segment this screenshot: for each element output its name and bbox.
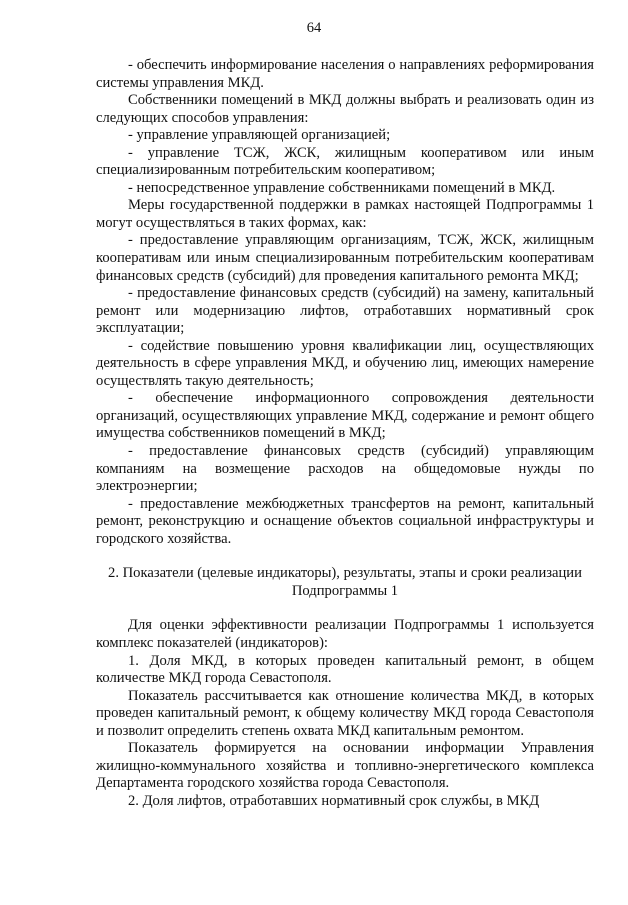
- list-item-capital-repair-subsidies: - предоставление управляющим организациям, ТСЖ, ЖСК, жилищным кооперативам или иным специализированным потребительским кооперативам финансовых средств (субсидий) для проведения капитального ремонта МКД;: [96, 232, 594, 284]
- paragraph-indicator-1: 1. Доля МКД, в которых проведен капитальный ремонт, в общем количестве МКД города Севастополя.: [96, 652, 594, 687]
- list-item-tsj-jsk: - управление ТСЖ, ЖСК, жилищным кооперативом или иным специализированным потребительским кооперативом;: [96, 144, 594, 179]
- paragraph-indicator-1-calculation: Показатель рассчитывается как отношение количества МКД, в которых проведен капитальный ремонт, к общему количеству МКД города Севастополя и позволит определить степень охвата МКД капитальным ремонтом.: [96, 687, 594, 739]
- page-number: 64: [306, 20, 322, 36]
- paragraph-indicator-2: 2. Доля лифтов, отработавших нормативный срок службы, в МКД: [128, 792, 540, 809]
- list-item-managing-organization: - управление управляющей организацией;: [128, 127, 391, 144]
- paragraph-support-measures: Меры государственной поддержки в рамках настоящей Подпрограммы 1 могут осуществляться в таких формах, как:: [96, 197, 594, 231]
- list-item-qualification: - содействие повышению уровня квалификации лиц, осуществляющих деятельность в сфере управления МКД, и обучению лиц, имеющих намерение осуществлять такую деятельность;: [96, 337, 594, 389]
- list-item-elevator-subsidies: - предоставление финансовых средств (субсидий) на замену, капитальный ремонт или модернизацию лифтов, отработавших нормативный срок эксплуатации;: [96, 285, 594, 337]
- list-item-electricity-subsidies: - предоставление финансовых средств (субсидий) управляющим компаниям на возмещение расходов на общедомовые нужды по электроэнергии;: [96, 443, 594, 495]
- spacer: [96, 600, 594, 617]
- spacer: [96, 548, 594, 565]
- list-item-information-support: - обеспечение информационного сопровождения деятельности организаций, осуществляющих управление МКД, содержание и ремонт общего имущества собственников помещений в МКД;: [96, 390, 594, 442]
- page-body: [96, 57, 594, 810]
- paragraph-indicators-intro: Для оценки эффективности реализации Подпрограммы 1 используется комплекс показателей (индикаторов):: [96, 617, 594, 651]
- paragraph-indicator-1-source: Показатель формируется на основании информации Управления жилищно-коммунального хозяйства и топливно-энергетического комплекса Департамента городского хозяйства города Севастополя.: [96, 740, 594, 792]
- paragraph-inform-population: - обеспечить информирование населения о направлениях реформирования системы управления МКД.: [96, 57, 594, 91]
- list-item-direct-management: - непосредственное управление собственниками помещений в МКД.: [128, 179, 556, 196]
- paragraph-management-methods: Собственники помещений в МКД должны выбрать и реализовать один из следующих способов управления:: [96, 92, 594, 126]
- list-item-interbudget-transfers: - предоставление межбюджетных трансфертов на ремонт, капитальный ремонт, реконструкцию и оснащение объектов социальной инфраструктуры и городского хозяйства.: [96, 495, 594, 547]
- section-heading: 2. Показатели (целевые индикаторы), результаты, этапы и сроки реализации Подпрограммы 1: [108, 565, 582, 599]
